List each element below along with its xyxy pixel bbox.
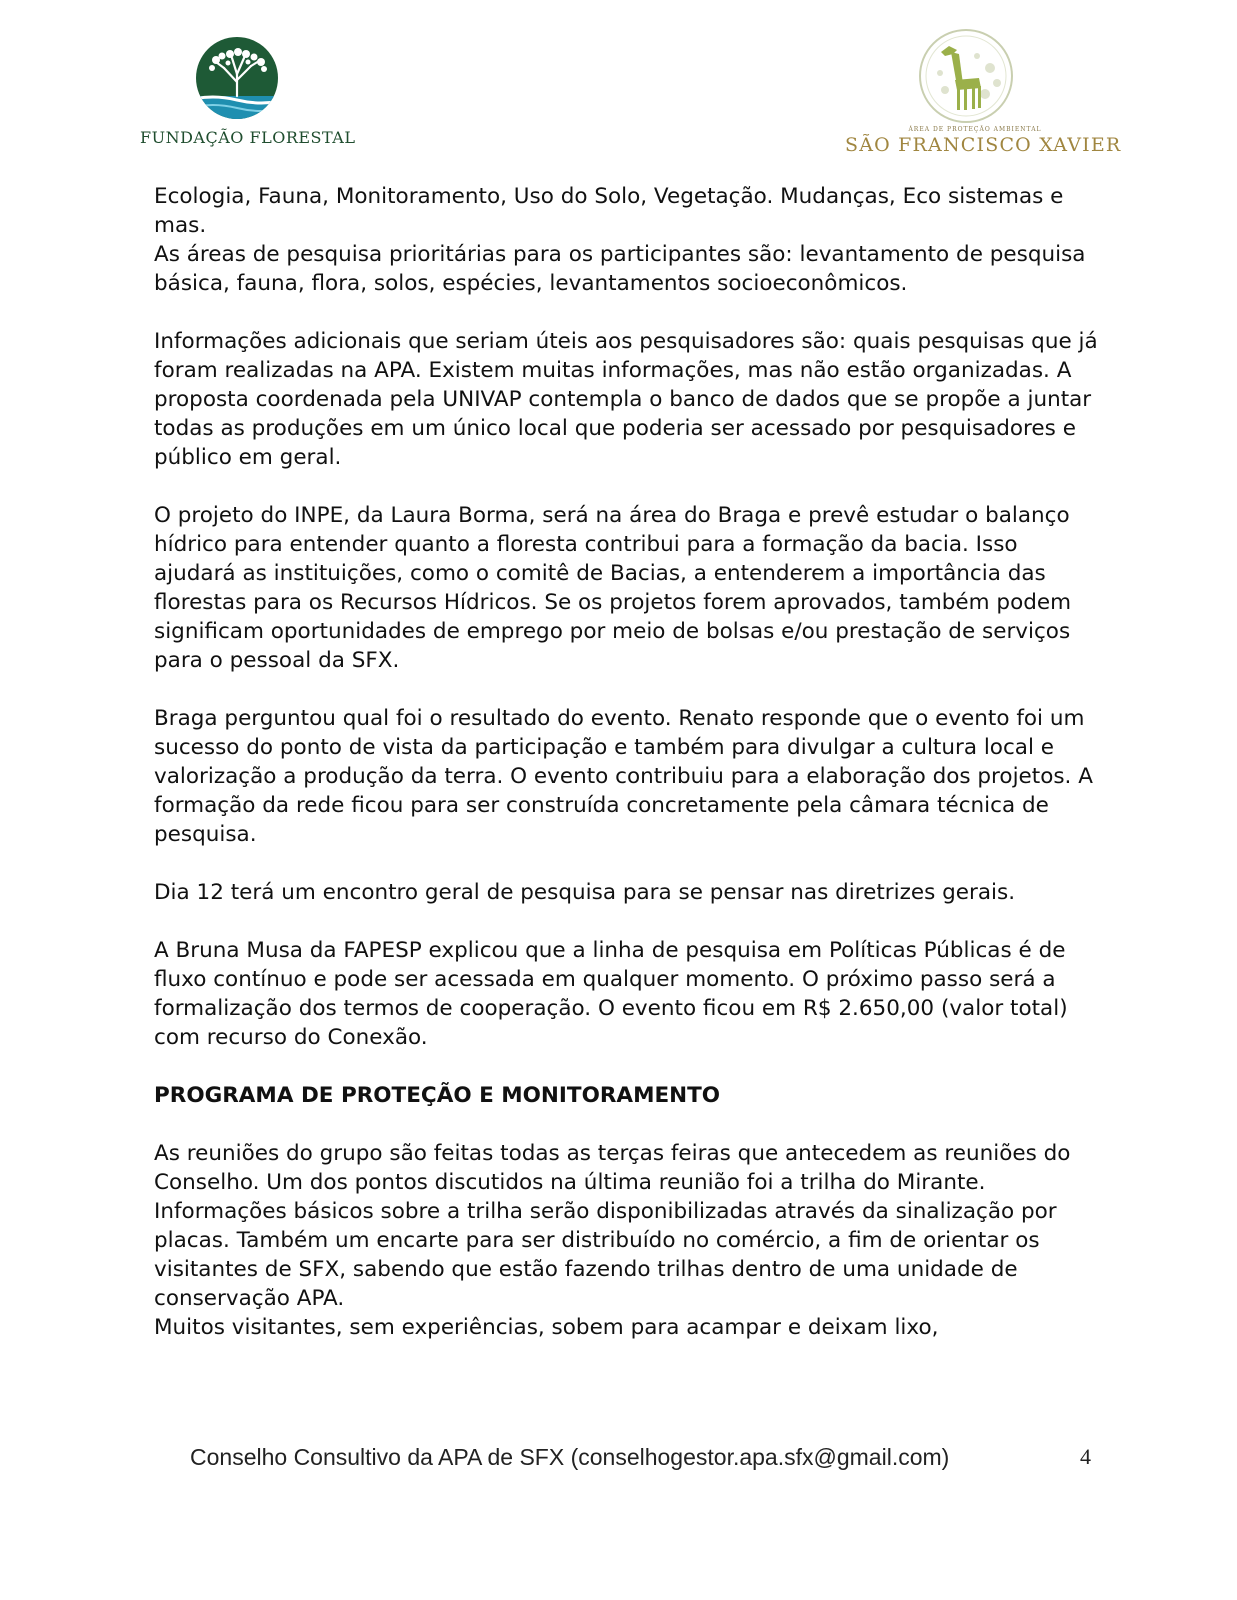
section-heading: PROGRAMA DE PROTEÇÃO E MONITORAMENTO [154,1083,721,1108]
page-number: 4 [1080,1444,1091,1469]
paragraph-general-meeting: Dia 12 terá um encontro geral de pesquisa para se pensar nas diretrizes gerais. [154,880,1016,905]
paragraph-priority-areas: As áreas de pesquisa prioritárias para os participantes são: levantamento de pesquisa básica, fauna, flora, solos, espécies, levantamentos socioeconômicos. [154,242,1086,296]
tree-logo-icon [140,36,335,126]
fundacao-florestal-logo [140,36,356,151]
page-footer: Conselho Consultivo da APA de SFX (conselhogestor.apa.sfx@gmail.com) [190,1444,950,1470]
giraffe-seal-icon [845,28,1105,124]
paragraph-additional-info: Informações adicionais que seriam úteis aos pesquisadores são: quais pesquisas que já foram realizadas na APA. Existem muitas informações, mas não estão organizadas. A proposta coordenada pela UNIVAP contempla o banco de dados que se propõe a juntar todas as produções em um único local que poderia ser acessado por pesquisadores e público em geral. [154,329,1098,470]
right-logo-small-caption: ÁREA DE PROTEÇÃO AMBIENTAL [908,126,1042,133]
apa-sfx-logo [845,28,1122,163]
document-body [154,182,1104,1342]
right-logo-caption: SÃO FRANCISCO XAVIER [845,134,1122,156]
paragraph-event-result: Braga perguntou qual foi o resultado do evento. Renato responde que o evento foi um sucesso do ponto de vista da participação e também para divulgar a cultura local e valorização a produção da terra. O evento contribuiu para a elaboração dos projetos. A formação da rede ficou para ser construída concretamente pela câmara técnica de pesquisa. [154,706,1093,847]
paragraph-visitors: Muitos visitantes, sem experiências, sobem para acampar e deixam lixo, [154,1315,939,1340]
paragraph-research-areas: Ecologia, Fauna, Monitoramento, Uso do Solo, Vegetação. Mudanças, Eco sistemas e mas. [154,184,1064,238]
left-logo-caption: FUNDAÇÃO FLORESTAL [140,128,356,147]
paragraph-fapesp: A Bruna Musa da FAPESP explicou que a linha de pesquisa em Políticas Públicas é de fluxo contínuo e pode ser acessada em qualquer momento. O próximo passo será a formalização dos termos de cooperação. O evento ficou em R$ 2.650,00 (valor total) com recurso do Conexão. [154,938,1068,1050]
paragraph-inpe-project: O projeto do INPE, da Laura Borma, será na área do Braga e prevê estudar o balanço hídrico para entender quanto a floresta contribui para a formação da bacia. Isso ajudará as instituições, como o comitê de Bacias, a entenderem a importância das florestas para os Recursos Hídricos. Se os projetos forem aprovados, também podem significam oportunidades de emprego por meio de bolsas e/ou prestação de serviços para o pessoal da SFX. [154,503,1072,673]
paragraph-group-meetings: As reuniões do grupo são feitas todas as terças feiras que antecedem as reuniões do Conselho. Um dos pontos discutidos na última reunião foi a trilha do Mirante. Informações básicos sobre a trilha serão disponibilizadas através da sinalização por placas. Também um encarte para ser distribuído no comércio, a fim de orientar os visitantes de SFX, sabendo que estão fazendo trilhas dentro de uma unidade de conservação APA. [154,1141,1071,1311]
